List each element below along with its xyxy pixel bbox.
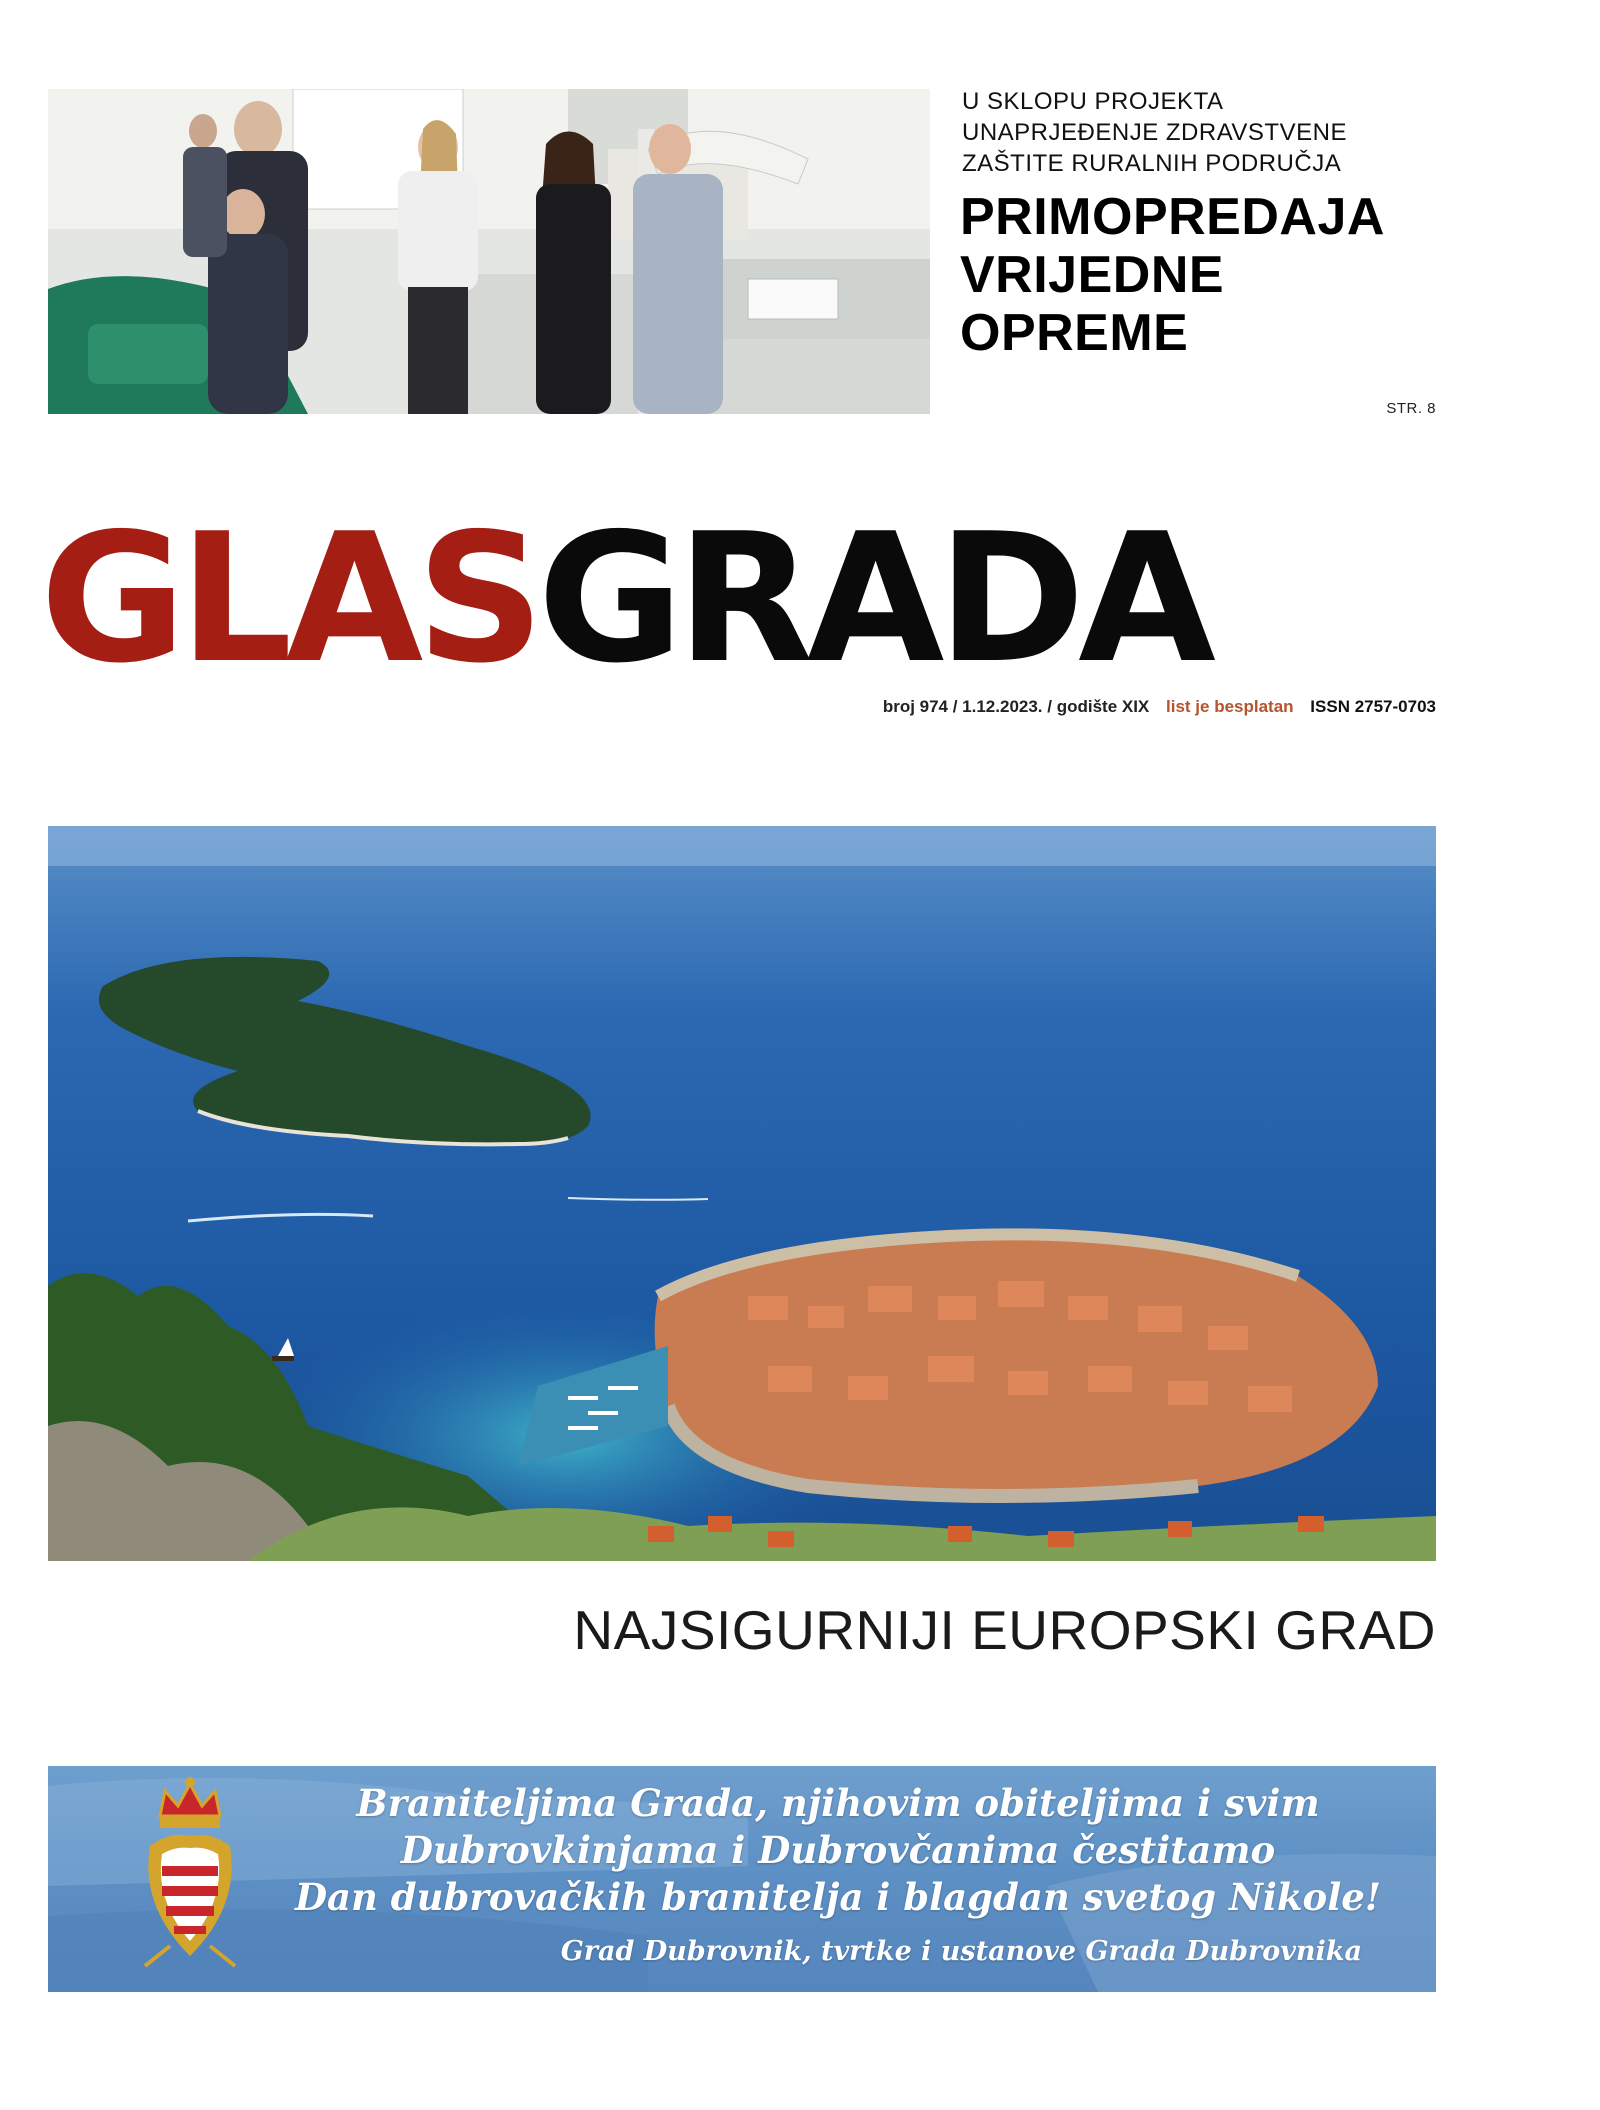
issue-number-date: broj 974 / 1.12.2023. / godište XIX [882,697,1150,716]
page-reference[interactable]: STR. 8 [1386,400,1436,417]
headline-line: VRIJEDNE [960,246,1225,304]
banner-line: Dan dubrovačkih branitelja i blagdan svetog Nikole! [294,1875,1382,1919]
dubrovnik-aerial-image [48,826,1436,1561]
banner-greeting [278,1780,1398,1921]
free-note: list je besplatan [1166,697,1294,716]
main-story-photo [48,826,1436,1561]
top-story-photo [48,89,930,414]
headline-line: PRIMOPREDAJA [960,188,1385,246]
banner-signature: Grad Dubrovnik, tvrtke i ustanove Grada Dubrovnika [560,1936,1362,1967]
banner-line: Braniteljima Grada, njihovim obiteljima i svim [356,1781,1320,1825]
greeting-banner [48,1766,1436,1992]
dubrovnik-coat-of-arms-icon [140,1776,240,1976]
kicker-line: UNAPRJEĐENJE ZDRAVSTVENE [962,119,1347,146]
banner-line: Dubrovkinjama i Dubrovčanima čestitamo [400,1828,1276,1872]
issue-info [883,697,1436,717]
kicker-line: U SKLOPU PROJEKTA [962,88,1224,115]
main-story-caption[interactable]: NAJSIGURNIJI EUROPSKI GRAD [573,1599,1436,1661]
masthead-logo [40,495,1440,702]
top-story-headline[interactable] [960,188,1560,362]
clinic-scene-image [48,89,930,414]
top-story-kicker [962,86,1562,179]
masthead-grada: GRADA [537,495,1209,702]
kicker-line: ZAŠTITE RURALNIH PODRUČJA [962,150,1342,177]
masthead-glas: GLAS [40,495,538,702]
issn: ISSN 2757-0703 [1310,697,1436,716]
headline-line: OPREME [960,304,1189,362]
